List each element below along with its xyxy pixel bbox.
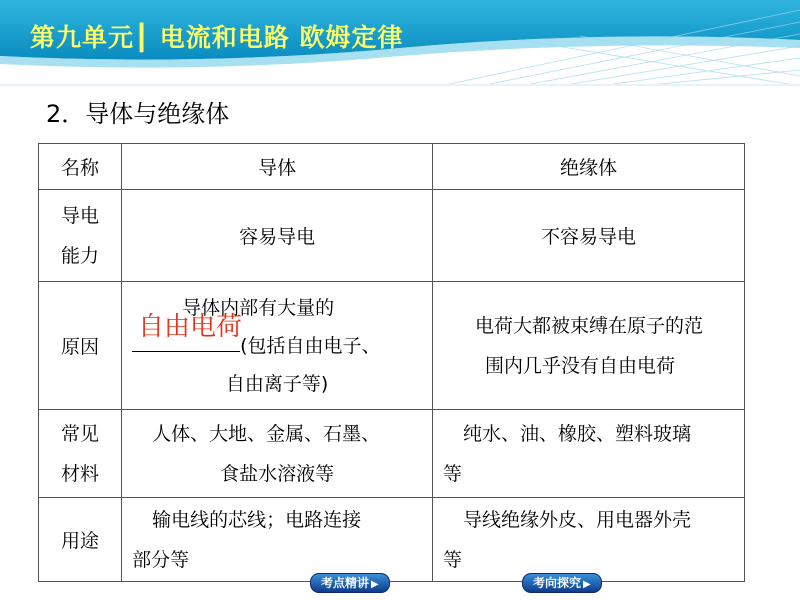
- conductor-reason-line3: 自由离子等): [225, 372, 329, 395]
- row-label: 用途: [39, 498, 122, 582]
- arrow-right-icon: ▶: [371, 579, 379, 590]
- insulator-uses: [433, 498, 745, 582]
- nav-button-key-points[interactable]: [310, 573, 390, 593]
- conductor-reason-line1: 导体内部有大量的: [182, 296, 335, 319]
- insulator-materials-line2: 等: [443, 462, 463, 485]
- table-row: [39, 410, 745, 498]
- insulator-materials: [433, 410, 745, 498]
- table-header-row: [39, 144, 745, 190]
- conductor-reason: [122, 282, 433, 410]
- row-label: 原因: [39, 282, 122, 410]
- arrow-right-icon: ▶: [583, 579, 591, 590]
- row-label: [39, 190, 122, 282]
- insulator-reason-line2: 围内几乎没有自由电荷: [485, 354, 676, 377]
- conductor-ability: 容易导电: [122, 190, 433, 282]
- section-heading: 2．导体与绝缘体: [46, 100, 230, 128]
- header-conductor: 导体: [122, 144, 433, 190]
- row-label-text: 导电能力: [61, 204, 100, 267]
- header-insulator: 绝缘体: [433, 144, 745, 190]
- row-label: [39, 410, 122, 498]
- table-row: [39, 190, 745, 282]
- answer-text: 自由电荷: [138, 312, 243, 342]
- insulator-reason: [433, 282, 745, 410]
- row-label-text: 常见材料: [61, 422, 100, 485]
- table-row: [39, 498, 745, 582]
- insulator-ability: 不容易导电: [433, 190, 745, 282]
- conductor-reason-line2-text: (包括自由电子、: [240, 334, 381, 357]
- header-name: 名称: [39, 144, 122, 190]
- nav-button-explore-label: 考向探究: [533, 576, 582, 590]
- conductor-uses-line2: 部分等: [132, 548, 190, 571]
- table-row: [39, 282, 745, 410]
- conductor-uses: [122, 498, 433, 582]
- nav-button-key-points-label: 考点精讲: [321, 576, 370, 590]
- insulator-uses-line1: 导线绝缘外皮、用电器外壳: [463, 508, 692, 531]
- insulator-uses-line2: 等: [443, 548, 463, 571]
- conductor-uses-line1: 输电线的芯线；电路连接: [152, 508, 362, 531]
- conductor-materials-line2: 食盐水溶液等: [220, 462, 335, 485]
- conductor-materials: [122, 410, 433, 498]
- comparison-table: [38, 143, 745, 582]
- nav-button-explore[interactable]: [522, 573, 602, 593]
- chapter-title: 第九单元┃ 电流和电路 欧姆定律: [30, 23, 404, 52]
- conductor-materials-line1: 人体、大地、金属、石墨、: [152, 422, 381, 445]
- header-banner: [0, 0, 800, 86]
- insulator-reason-line1: 电荷大都被束缚在原子的范: [475, 314, 704, 337]
- insulator-materials-line1: 纯水、油、橡胶、塑料玻璃: [463, 422, 692, 445]
